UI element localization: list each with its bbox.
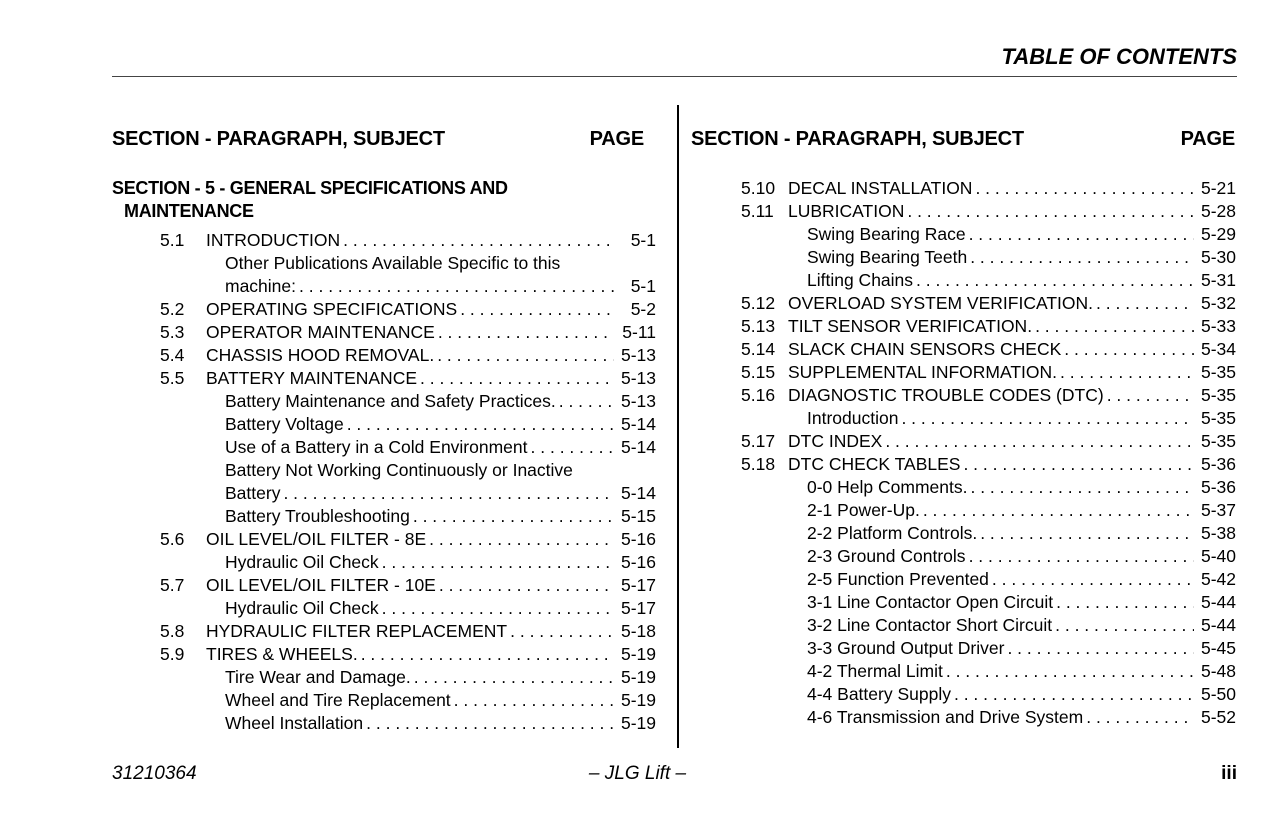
toc-entry-title: 4-2 Thermal Limit [807, 661, 943, 681]
toc-entry-title: Tire Wear and Damage. [225, 667, 411, 687]
toc-entry-page: 5-48 [1200, 661, 1236, 681]
toc-entry[interactable] [160, 459, 656, 482]
dot-leader [975, 177, 1194, 200]
toc-entry-title: Introduction [807, 408, 899, 428]
toc-entry-page: 5-29 [1200, 224, 1236, 244]
dot-leader [980, 522, 1194, 545]
toc-entry-number: 5.11 [741, 201, 774, 221]
toc-entry-title: OVERLOAD SYSTEM VERIFICATION. [788, 293, 1094, 313]
toc-entry[interactable] [160, 551, 656, 574]
column-heading-page: PAGE [1180, 128, 1235, 150]
dot-leader [970, 476, 1194, 499]
dot-leader [414, 666, 614, 689]
footer-page-number: iii [1221, 763, 1237, 784]
toc-entry[interactable] [741, 200, 1236, 223]
toc-entry[interactable] [741, 177, 1236, 200]
toc-entry-page: 5-1 [630, 230, 656, 250]
toc-entry-page: 5-32 [1200, 293, 1236, 313]
toc-entry-title: Battery Voltage [225, 414, 344, 434]
toc-entry[interactable] [741, 660, 1236, 683]
toc-entry-page: 5-34 [1200, 339, 1236, 359]
dot-leader [559, 390, 614, 413]
toc-entry-page: 5-35 [1200, 408, 1236, 428]
toc-entry-page: 5-44 [1200, 615, 1236, 635]
toc-entry-title: Use of a Battery in a Cold Environment [225, 437, 528, 457]
toc-entry-number: 5.13 [741, 316, 776, 336]
toc-entry-page: 5-35 [1200, 362, 1236, 382]
toc-entry-title: BATTERY MAINTENANCE [206, 368, 418, 388]
column-heading-left [112, 128, 644, 151]
toc-entry-page: 5-52 [1200, 707, 1236, 727]
toc-entry-title: SUPPLEMENTAL INFORMATION. [788, 362, 1058, 382]
toc-entry-number: 5.15 [741, 362, 776, 382]
toc-entry[interactable] [741, 614, 1236, 637]
toc-list-left [160, 229, 656, 735]
dot-leader [531, 436, 614, 459]
toc-entry-title: Hydraulic Oil Check [225, 552, 379, 572]
toc-entry-title: 2-3 Ground Controls [807, 546, 966, 566]
toc-entry-title: Wheel Installation [225, 713, 364, 733]
toc-entry-page: 5-13 [620, 391, 656, 411]
toc-entry-title: Lifting Chains [807, 270, 914, 290]
toc-entry[interactable] [160, 574, 656, 597]
toc-entry[interactable] [741, 223, 1236, 246]
toc-entry-page: 5-19 [620, 667, 656, 687]
toc-entry[interactable] [741, 384, 1236, 407]
toc-entry-page: 5-11 [622, 322, 656, 342]
toc-entry[interactable] [160, 620, 656, 643]
section-title [112, 177, 508, 223]
toc-list-right [741, 177, 1236, 729]
toc-entry-page: 5-13 [620, 345, 656, 365]
toc-entry-page: 5-28 [1200, 201, 1236, 221]
dot-leader [992, 568, 1194, 591]
toc-entry-title: machine: [225, 276, 297, 296]
toc-entry-title: 0-0 Help Comments. [807, 477, 968, 497]
toc-entry-title: INTRODUCTION [206, 230, 341, 250]
toc-entry-title: HYDRAULIC FILTER REPLACEMENT [206, 621, 508, 641]
toc-entry-number: 5.12 [741, 293, 776, 313]
toc-entry-number: 5.4 [160, 345, 185, 365]
toc-entry-number: 5.3 [160, 322, 185, 342]
toc-entry[interactable] [741, 453, 1236, 476]
toc-entry-title: Battery Troubleshooting [225, 506, 410, 526]
section-title-line1: SECTION - 5 - GENERAL SPECIFICATIONS AND [112, 178, 508, 198]
toc-entry-page: 5-19 [620, 644, 656, 664]
footer-doc-number: 31210364 [112, 763, 197, 784]
toc-entry[interactable] [160, 643, 656, 666]
toc-entry-page: 5-17 [620, 598, 656, 618]
toc-entry[interactable] [741, 361, 1236, 384]
toc-entry-title: Wheel and Tire Replacement [225, 690, 451, 710]
toc-entry-title: 3-1 Line Contactor Open Circuit [807, 592, 1054, 612]
toc-entry-number: 5.16 [741, 385, 776, 405]
toc-entry[interactable] [741, 591, 1236, 614]
toc-entry-page: 5-37 [1200, 500, 1236, 520]
toc-entry-number: 5.2 [160, 299, 185, 319]
toc-entry-page: 5-35 [1200, 431, 1236, 451]
dot-leader [283, 482, 614, 505]
dot-leader [969, 545, 1194, 568]
toc-entry[interactable] [741, 545, 1236, 568]
dot-leader [382, 551, 614, 574]
toc-entry-title: Battery Not Working Continuously or Inactive [225, 460, 573, 480]
toc-entry[interactable] [741, 292, 1236, 315]
toc-entry-page: 5-1 [630, 276, 656, 296]
toc-entry-page: 5-33 [1200, 316, 1236, 336]
dot-leader [454, 689, 614, 712]
toc-entry-page: 5-31 [1200, 270, 1236, 290]
toc-entry[interactable] [160, 321, 656, 344]
toc-entry[interactable] [160, 413, 656, 436]
toc-entry-page: 5-35 [1200, 385, 1236, 405]
toc-entry-title: DTC CHECK TABLES [788, 454, 961, 474]
toc-entry-page: 5-15 [620, 506, 656, 526]
toc-entry-page: 5-14 [620, 483, 656, 503]
column-divider [677, 105, 679, 748]
toc-entry[interactable] [160, 712, 656, 735]
dot-leader [347, 413, 614, 436]
dot-leader [299, 275, 614, 298]
toc-entry[interactable] [160, 689, 656, 712]
toc-entry-page: 5-13 [620, 368, 656, 388]
toc-entry-page: 5-36 [1200, 454, 1236, 474]
header-rule [112, 76, 1237, 77]
toc-entry[interactable] [160, 367, 656, 390]
toc-entry-title: DECAL INSTALLATION [788, 178, 973, 198]
dot-leader [361, 643, 614, 666]
toc-entry-number: 5.5 [160, 368, 185, 388]
toc-entry-title: OPERATING SPECIFICATIONS [206, 299, 458, 319]
toc-entry-title: Other Publications Available Specific to this [225, 253, 561, 273]
toc-entry[interactable] [160, 252, 656, 275]
toc-entry[interactable] [160, 436, 656, 459]
toc-entry-title: 2-1 Power-Up. [807, 500, 920, 520]
toc-entry-title: Swing Bearing Teeth [807, 247, 968, 267]
dot-leader [916, 269, 1194, 292]
toc-entry-page: 5-42 [1200, 569, 1236, 589]
toc-entry-title: 2-2 Platform Controls. [807, 523, 978, 543]
toc-entry-title: OPERATOR MAINTENANCE [206, 322, 435, 342]
toc-entry-page: 5-19 [620, 690, 656, 710]
dot-leader [954, 683, 1194, 706]
toc-entry[interactable] [741, 499, 1236, 522]
toc-entry-page: 5-14 [620, 414, 656, 434]
toc-entry-title: CHASSIS HOOD REMOVAL. [206, 345, 435, 365]
toc-entry-page: 5-17 [620, 575, 656, 595]
toc-entry[interactable] [741, 522, 1236, 545]
toc-entry-title: TILT SENSOR VERIFICATION. [788, 316, 1033, 336]
toc-entry-page: 5-50 [1200, 684, 1236, 704]
toc-entry-title: 3-2 Line Contactor Short Circuit [807, 615, 1053, 635]
toc-entry[interactable] [741, 683, 1236, 706]
dot-leader [1107, 384, 1194, 407]
toc-entry[interactable] [741, 269, 1236, 292]
dot-leader [460, 298, 614, 321]
toc-entry-title: DIAGNOSTIC TROUBLE CODES (DTC) [788, 385, 1104, 405]
dot-leader [963, 453, 1194, 476]
dot-leader [901, 407, 1194, 430]
toc-entry[interactable] [741, 706, 1236, 729]
footer-center: – JLG Lift – [588, 763, 687, 784]
dot-leader [946, 660, 1194, 683]
toc-entry[interactable] [160, 528, 656, 551]
toc-entry-title: Swing Bearing Race [807, 224, 966, 244]
column-heading-page: PAGE [589, 128, 644, 150]
dot-leader [923, 499, 1194, 522]
toc-entry[interactable] [741, 246, 1236, 269]
toc-entry-number: 5.10 [741, 178, 776, 198]
toc-entry-page: 5-14 [620, 437, 656, 457]
toc-entry-page: 5-45 [1200, 638, 1236, 658]
toc-entry[interactable] [160, 390, 656, 413]
toc-entry-page: 5-38 [1200, 523, 1236, 543]
toc-entry-page: 5-16 [620, 552, 656, 572]
dot-leader [1086, 706, 1194, 729]
dot-leader [1060, 361, 1194, 384]
toc-entry-title: 4-6 Transmission and Drive System [807, 707, 1084, 727]
toc-entry-number: 5.7 [160, 575, 185, 595]
dot-leader [969, 223, 1194, 246]
toc-entry-title: SLACK CHAIN SENSORS CHECK [788, 339, 1062, 359]
toc-entry-title: DTC INDEX [788, 431, 883, 451]
dot-leader [382, 597, 614, 620]
toc-entry[interactable] [160, 275, 656, 298]
toc-entry-title: 4-4 Battery Supply [807, 684, 951, 704]
toc-entry[interactable] [741, 637, 1236, 660]
toc-entry-number: 5.6 [160, 529, 185, 549]
page-header-title: TABLE OF CONTENTS [1001, 44, 1237, 69]
toc-entry[interactable] [160, 505, 656, 528]
dot-leader [437, 344, 614, 367]
toc-entry-page: 5-21 [1200, 178, 1236, 198]
toc-entry-number: 5.18 [741, 454, 776, 474]
dot-leader [1056, 591, 1194, 614]
toc-entry-title: Battery Maintenance and Safety Practices. [225, 391, 556, 411]
toc-entry[interactable] [160, 229, 656, 252]
dot-leader [907, 200, 1194, 223]
dot-leader [1007, 637, 1194, 660]
dot-leader [420, 367, 614, 390]
toc-entry[interactable] [741, 315, 1236, 338]
dot-leader [1035, 315, 1194, 338]
toc-entry-page: 5-18 [620, 621, 656, 641]
dot-leader [970, 246, 1194, 269]
toc-entry[interactable] [741, 430, 1236, 453]
column-heading-subject: SECTION - PARAGRAPH, SUBJECT [112, 128, 445, 150]
toc-entry-page: 5-44 [1200, 592, 1236, 612]
toc-entry[interactable] [160, 482, 656, 505]
toc-entry-number: 5.17 [741, 431, 776, 451]
dot-leader [366, 712, 614, 735]
toc-entry-number: 5.8 [160, 621, 185, 641]
dot-leader [343, 229, 614, 252]
toc-entry-page: 5-19 [620, 713, 656, 733]
toc-entry-title: LUBRICATION [788, 201, 905, 221]
dot-leader [429, 528, 614, 551]
toc-entry[interactable] [160, 298, 656, 321]
toc-entry-title: Battery [225, 483, 281, 503]
toc-entry-title: OIL LEVEL/OIL FILTER - 10E [206, 575, 436, 595]
dot-leader [413, 505, 614, 528]
dot-leader [1064, 338, 1194, 361]
toc-entry-title: 3-3 Ground Output Driver [807, 638, 1005, 658]
toc-entry[interactable] [741, 338, 1236, 361]
toc-entry[interactable] [741, 476, 1236, 499]
toc-entry-page: 5-30 [1200, 247, 1236, 267]
toc-entry-title: 2-5 Function Prevented [807, 569, 989, 589]
dot-leader [1055, 614, 1194, 637]
toc-entry-page: 5-2 [630, 299, 656, 319]
toc-entry[interactable] [741, 568, 1236, 591]
dot-leader [438, 321, 614, 344]
toc-entry-title: OIL LEVEL/OIL FILTER - 8E [206, 529, 427, 549]
section-title-line2: MAINTENANCE [124, 201, 254, 221]
toc-entry-page: 5-16 [620, 529, 656, 549]
toc-entry[interactable] [741, 407, 1236, 430]
dot-leader [439, 574, 614, 597]
toc-entry-number: 5.14 [741, 339, 776, 359]
toc-entry[interactable] [160, 344, 656, 367]
dot-leader [1096, 292, 1194, 315]
toc-entry-number: 5.9 [160, 644, 185, 664]
toc-entry-page: 5-40 [1200, 546, 1236, 566]
toc-entry-title: Hydraulic Oil Check [225, 598, 379, 618]
toc-entry-page: 5-36 [1200, 477, 1236, 497]
column-heading-subject: SECTION - PARAGRAPH, SUBJECT [691, 128, 1024, 150]
toc-entry[interactable] [160, 597, 656, 620]
dot-leader [885, 430, 1194, 453]
dot-leader [510, 620, 614, 643]
column-heading-right [691, 128, 1235, 151]
toc-entry-title: TIRES & WHEELS. [206, 644, 358, 664]
toc-entry-number: 5.1 [160, 230, 185, 250]
toc-entry[interactable] [160, 666, 656, 689]
